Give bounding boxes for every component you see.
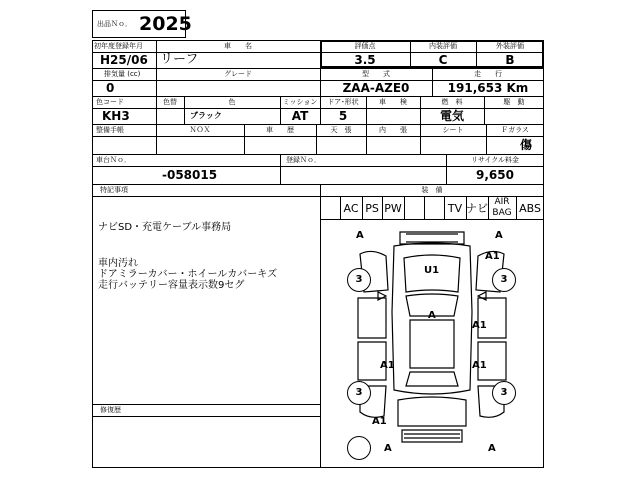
interior-label: 内装評価 — [429, 42, 457, 50]
exterior-label: 外装評価 — [496, 42, 524, 50]
recycle-value: 9,650 — [476, 168, 514, 182]
front-right-tire: 3 — [492, 268, 516, 292]
drive-label: 駆 動 — [503, 98, 525, 106]
equipment-label: 装 備 — [421, 186, 443, 194]
right-rear-tire: 3 — [492, 381, 516, 405]
exterior-value: B — [505, 53, 515, 67]
reg-date-label: 初年度登録年月 — [94, 42, 143, 50]
mark-roof: U1 — [424, 265, 440, 276]
interior-trim-label: 内 張 — [379, 126, 407, 134]
fuel-label: 燃 料 — [441, 98, 463, 106]
mark-center: A — [428, 310, 436, 321]
car-damage-diagram — [320, 220, 544, 468]
equip-pw: PW — [384, 202, 402, 215]
lot-number: 2025 — [139, 13, 192, 35]
equip-airbag: AIR BAG — [492, 197, 512, 218]
displacement-value: 0 — [106, 81, 115, 95]
score-label: 評価点 — [354, 42, 376, 50]
mission-value: AT — [291, 109, 309, 123]
equip-ps: PS — [365, 202, 379, 215]
mark-front-left-corner: A — [356, 230, 364, 241]
seat-label: シート — [442, 126, 464, 134]
type-value: ZAA-AZE0 — [342, 81, 410, 95]
mark-rear-bottom-left: A — [384, 443, 392, 454]
mission-label: ミッション — [282, 98, 318, 106]
mark-rear-bottom-right: A — [488, 443, 496, 454]
chassis-label: 車台Ｎｏ． — [96, 156, 131, 164]
lot-label: 出品Ｎｏ． — [97, 20, 132, 28]
fuel-value: 電気 — [439, 109, 464, 123]
inspection-label: 車 検 — [379, 98, 407, 106]
repair-history-label: 修復歴 — [100, 406, 121, 414]
mileage-label: 走 行 — [474, 70, 502, 78]
special-notes-label: 特記事項 — [100, 186, 128, 194]
mark-left-rear-door: A1 — [380, 360, 395, 371]
color-label: 色 — [228, 98, 236, 106]
recycle-label: リサイクル料金 — [470, 156, 520, 164]
note-line-1: ナビSD・充電ケーブル事務局 — [98, 222, 232, 233]
note-line-2: 車内汚れ — [98, 258, 138, 269]
note-line-3: ドアミラーカバー・ホイールカバーキズ — [98, 269, 278, 280]
grade-label: グレード — [224, 70, 252, 78]
mark-rear-left: A1 — [372, 416, 387, 427]
history-label: 車 歴 — [266, 126, 294, 134]
maintenance-label: 整備手帳 — [96, 126, 124, 134]
color-value: ブラック — [190, 111, 222, 120]
mark-front-right-fender: A1 — [485, 251, 500, 262]
door-value: 5 — [338, 109, 348, 123]
score-value: 3.5 — [354, 53, 376, 67]
front-left-tire: 3 — [347, 268, 371, 292]
type-label: 型 式 — [362, 70, 390, 78]
equip-ac: AC — [343, 202, 359, 215]
model-value: リーフ — [160, 52, 199, 67]
nox-label: ＮＯＸ — [189, 126, 211, 134]
note-line-4: 走行バッテリー容量表示数9セグ — [98, 280, 245, 291]
reg-date-value: H25/06 — [100, 53, 148, 67]
glass-value: 傷 — [520, 138, 533, 152]
mark-right-front-door: A1 — [472, 320, 487, 331]
chassis-value: -058015 — [162, 168, 218, 182]
left-rear-tire: 3 — [347, 381, 371, 405]
lot-number-box — [92, 10, 192, 38]
equipment-grid — [320, 196, 544, 220]
color-no-label: 色替 — [163, 98, 177, 106]
glass-label: Ｆガラス — [501, 126, 529, 134]
model-label: 車 名 — [224, 42, 252, 50]
mark-right-rear-door: A1 — [472, 360, 487, 371]
equip-tv: TV — [447, 202, 463, 215]
sunroof-label: 天 張 — [330, 126, 352, 134]
color-code-label: 色コード — [96, 98, 124, 106]
interior-value: C — [438, 53, 448, 67]
equip-navi: ナビ — [466, 202, 488, 215]
color-code-value: KH3 — [102, 109, 130, 123]
mark-front-right-corner: A — [495, 230, 503, 241]
displacement-label: 排気量 (cc) — [104, 70, 141, 78]
spare-tire — [347, 436, 371, 460]
mileage-value: 191,653 Km — [447, 81, 529, 95]
door-label: ドア･形状 — [327, 98, 359, 106]
equip-abs: ABS — [519, 202, 541, 215]
regno-label: 登録Ｎｏ． — [286, 156, 321, 164]
